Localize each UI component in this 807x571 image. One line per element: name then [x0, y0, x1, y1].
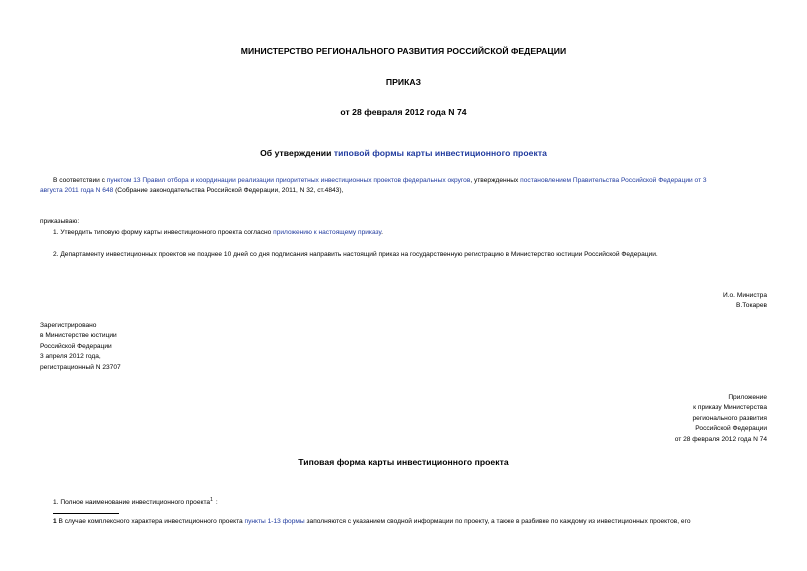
registration-block — [40, 321, 121, 373]
document-date: от 28 февраля 2012 года N 74 — [340, 107, 467, 117]
order-item-1 — [53, 228, 383, 238]
registration-line: Зарегистрировано — [40, 322, 97, 329]
registration-line: Российской Федерации — [40, 342, 112, 350]
footnote-divider — [53, 513, 119, 514]
preamble-text-2: , утвержденных — [470, 177, 521, 184]
preamble-paragraph — [40, 176, 768, 197]
signature-name: В.Токарев — [736, 302, 767, 309]
footnote-ref: 1 — [210, 497, 213, 503]
registration-line: в Министерстве юстиции — [40, 332, 117, 340]
footnote-text-1: В случае комплексного характера инвестиционного проекта — [56, 518, 245, 525]
form-item-1-text: 1. Полное наименование инвестиционного проекта — [53, 499, 211, 507]
order-item-2: 2. Департаменту инвестиционных проектов не позднее 10 дней со дня подписания направить настоящий приказ на государственную регистрацию в Министерство юстиции Российской Федерации. — [53, 251, 658, 258]
document-title-prefix: Об утверждении — [260, 148, 334, 158]
document-type: ПРИКАЗ — [385, 77, 422, 87]
appendix-header — [675, 393, 767, 445]
appendix-line: к приказу Министерства — [693, 404, 767, 412]
typical-form-link[interactable]: типовой формы карты инвестиционного проекта — [333, 148, 547, 158]
preamble-text-3: (Собрание законодательства Российской Федерации, 2011, N 32, ст.4843), — [113, 187, 344, 195]
registration-line: 3 апреля 2012 года, — [40, 353, 101, 361]
footnote-text — [53, 517, 769, 527]
government-decree-link-cont[interactable]: августа 2011 года N 648 — [40, 187, 114, 195]
document-title — [0, 148, 807, 158]
form-items-link[interactable]: пункты 1-13 формы — [244, 518, 305, 525]
appendix-link[interactable]: приложению к настоящему приказу — [273, 229, 382, 236]
order-item-1-text: 1. Утвердить типовую форму карты инвестиционного проекта согласно — [53, 229, 274, 236]
preamble-text-1: В соответствии с — [53, 177, 107, 184]
ministry-heading: МИНИСТЕРСТВО РЕГИОНАЛЬНОГО РАЗВИТИЯ РОССИЙСКОЙ ФЕДЕРАЦИИ — [240, 46, 567, 56]
government-decree-link[interactable]: постановлением Правительства Российской Федерации от 3 — [520, 177, 707, 184]
appendix-line: Российской Федерации — [695, 425, 767, 433]
footnote-text-2: заполняются с указанием сводной информации по проекту, а также в разбивке по каждому из инвестиционных проектов, его — [304, 518, 691, 525]
rules-link[interactable]: пунктом 13 Правил отбора и координации реализации приоритетных инвестиционных проектов федеральных округов — [106, 177, 471, 184]
order-item-1-end: . — [381, 229, 383, 236]
appendix-line: от 28 февраля 2012 года N 74 — [674, 435, 767, 443]
form-item-1-end: : — [215, 499, 218, 507]
appendix-line: регионального развития — [692, 414, 767, 422]
signature-role: И.о. Министра — [722, 292, 767, 299]
appendix-title: Типовая форма карты инвестиционного проекта — [298, 457, 509, 467]
order-word: приказываю: — [40, 218, 80, 225]
footnote-mark: 1 — [53, 518, 57, 525]
form-item-1 — [53, 495, 218, 509]
registration-line: регистрационный N 23707 — [40, 363, 121, 371]
appendix-line: Приложение — [728, 394, 767, 401]
